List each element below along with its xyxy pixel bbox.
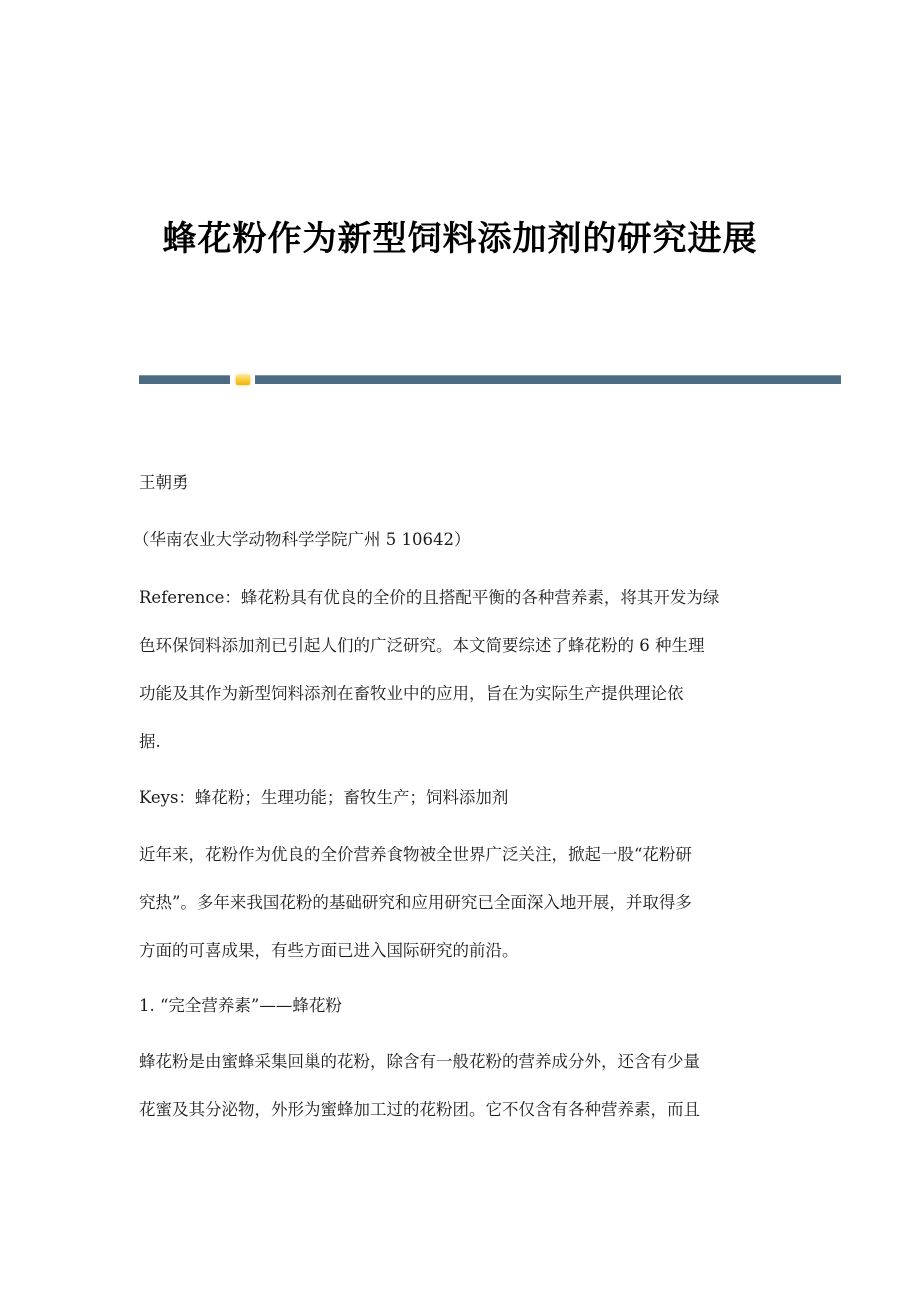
intro-line-1: 近年来，花粉作为优良的全价营养食物被全世界广泛关注，掀起一股“花粉研 [139, 845, 692, 864]
keywords: Keys：蜂花粉；生理功能；畜牧生产；饲料添加剂 [139, 788, 509, 807]
divider-ornament-icon [236, 375, 250, 385]
document-title: 蜂花粉作为新型饲料添加剂的研究进展 [162, 219, 758, 259]
intro-line-2: 究热”。多年来我国花粉的基础研究和应用研究已全面深入地开展，并取得多 [139, 893, 692, 912]
abstract-line-1: Reference：蜂花粉具有优良的全价的且搭配平衡的各种营养素，将其开发为绿 [139, 588, 720, 607]
section1-line-1: 蜂花粉是由蜜蜂采集回巢的花粉，除含有一般花粉的营养成分外，还含有少量 [139, 1052, 700, 1071]
intro-line-3: 方面的可喜成果，有些方面已进入国际研究的前沿。 [139, 941, 519, 960]
divider-left-segment [139, 375, 230, 384]
section-heading-1: 1. “完全营养素”——蜂花粉 [139, 996, 342, 1015]
abstract-line-2: 色环保饲料添加剂已引起人们的广泛研究。本文简要综述了蜂花粉的 6 种生理 [139, 636, 705, 655]
abstract-line-3: 功能及其作为新型饲料添剂在畜牧业中的应用，旨在为实际生产提供理论依 [139, 684, 684, 703]
author-name: 王朝勇 [139, 473, 189, 492]
title-divider [139, 375, 841, 384]
section1-line-2: 花蜜及其分泌物，外形为蜜蜂加工过的花粉团。它不仅含有各种营养素，而且 [139, 1100, 700, 1119]
author-affiliation: （华南农业大学动物科学学院广州 5 10642） [133, 530, 471, 549]
abstract-line-4: 据. [139, 732, 161, 751]
divider-right-segment [255, 375, 841, 384]
